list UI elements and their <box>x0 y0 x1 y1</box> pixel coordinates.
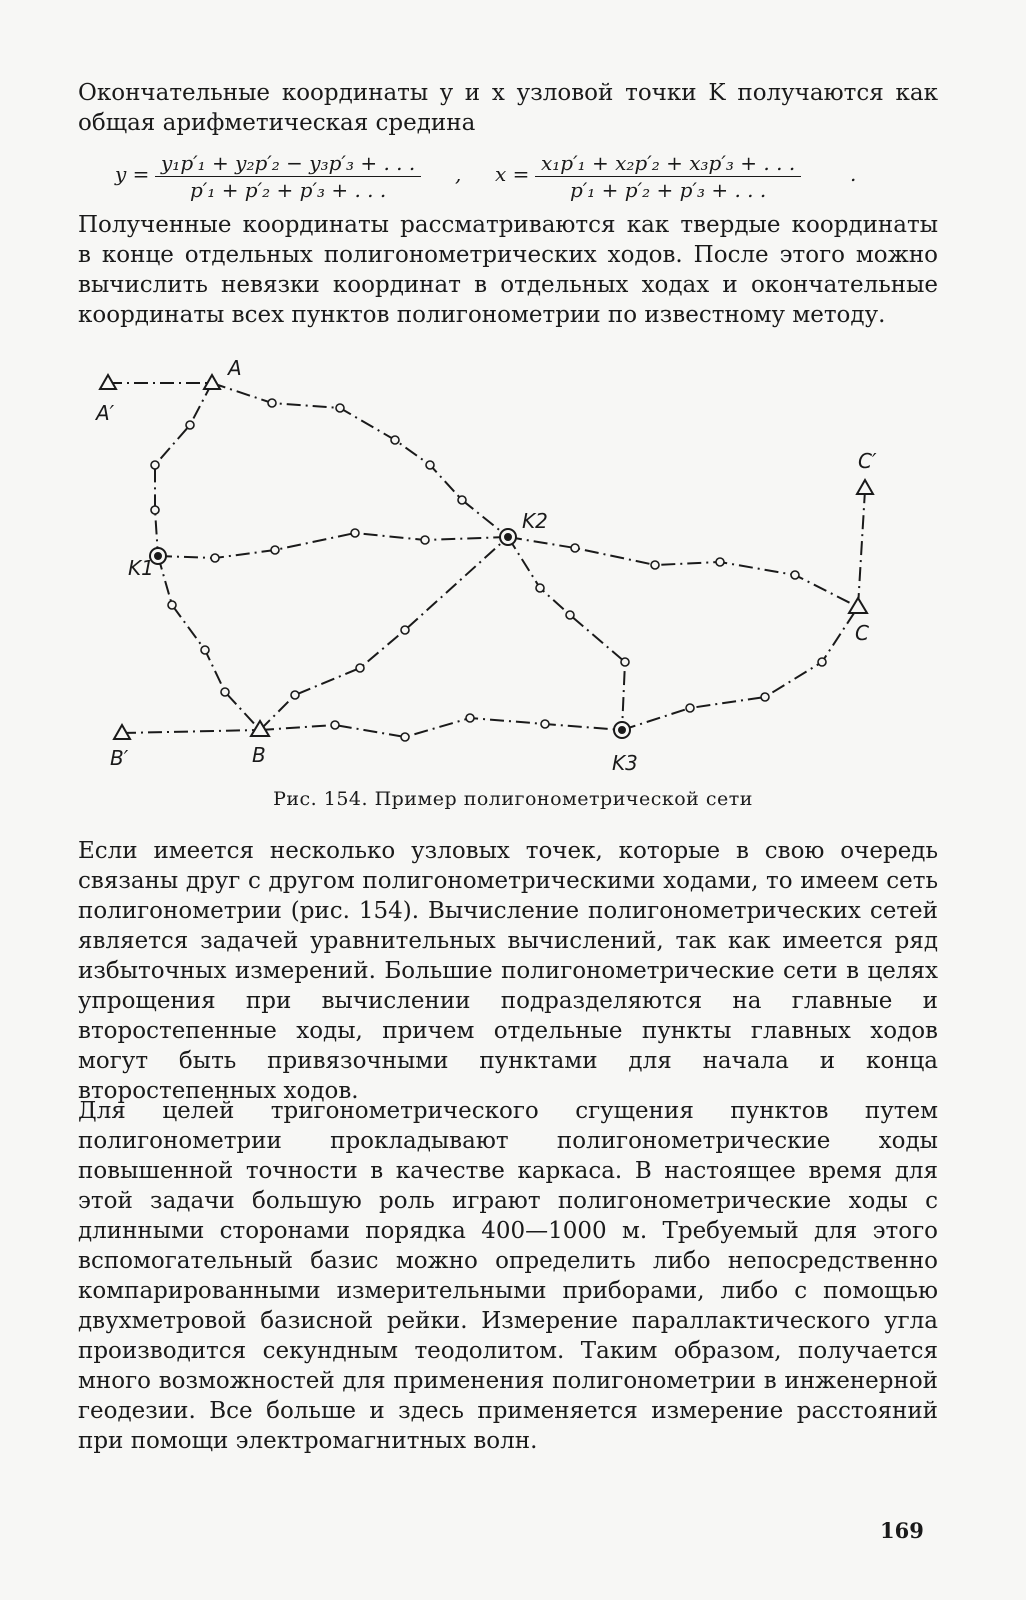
node-k2-icon <box>500 529 516 545</box>
x-fraction <box>535 150 801 203</box>
traverse-c-c-prime <box>858 490 865 607</box>
y-fraction <box>155 150 421 203</box>
label-c: C <box>855 621 869 645</box>
traverse-b-k2 <box>260 537 508 730</box>
intro-paragraph: Окончательные координаты y и x узловой точки K получаются как общая арифметическая средина <box>78 80 938 136</box>
x-lhs: x = <box>495 162 530 186</box>
traverse-k1-b <box>158 556 260 730</box>
traverse-k1-k2 <box>158 533 508 558</box>
label-k3: K3 <box>612 751 638 775</box>
x-denominator: p′₁ + p′₂ + p′₃ + . . . <box>569 178 767 202</box>
y-lhs: y = <box>115 162 150 186</box>
traverse-b-k3 <box>260 718 622 737</box>
traverse-b-prime-b <box>122 730 260 733</box>
label-k1: K1 <box>128 556 154 580</box>
paragraph-2: Если имеется несколько узловых точек, которые в свою очередь связаны друг с другом полигонометрическими ходами, то имеем сеть полигонометрии (рис. 154). Вычисление полигонометрических сетей является задачей уравнительных вычислений, так как имеется ряд избыточных измерений. Большие полигонометрические сети в целях упрощения при вычислении подразделяются на главные и второстепенные ходы, причем отдельные пункты главных ходов могут быть привязочными пунктами для начала и конца второстепенных ходов. <box>78 838 938 1104</box>
point-c-prime-triangle <box>857 480 873 494</box>
label-k2: K2 <box>522 509 548 533</box>
y-numerator: y₁p′₁ + y₂p′₂ − y₃p′₃ + . . . <box>155 150 421 177</box>
traverse-a-k1 <box>155 383 212 556</box>
x-end: . <box>850 162 857 186</box>
traverse-k2-c <box>508 537 858 607</box>
label-a: A <box>228 356 242 380</box>
label-b: B <box>252 743 266 767</box>
polygonometric-network-figure <box>0 340 1026 790</box>
figure-caption: Рис. 154. Пример полигонометрической сети <box>273 788 753 810</box>
traverse-k2-k3 <box>508 537 625 730</box>
page-number: 169 <box>880 1518 924 1543</box>
point-c-triangle <box>849 598 867 613</box>
y-separator: , <box>455 162 462 186</box>
formula-block <box>115 150 895 210</box>
label-c-prime: C′ <box>858 449 877 473</box>
label-a-prime: A′ <box>96 401 115 425</box>
traverse-a-k2 <box>212 383 508 537</box>
y-denominator: p′₁ + p′₂ + p′₃ + . . . <box>189 178 387 202</box>
x-numerator: x₁p′₁ + x₂p′₂ + x₃p′₃ + . . . <box>535 150 801 177</box>
node-k3-icon <box>614 722 630 738</box>
label-b-prime: B′ <box>110 746 129 770</box>
traverse-k3-c <box>622 607 858 730</box>
paragraph-3: Для целей тригонометрического сгущения пунктов путем полигонометрии прокладывают полигонометрические ходы повышенной точности в качестве каркаса. В настоящее время для этой задачи большую роль играют полигонометрические ходы с длинными сторонами порядка 400—1000 м. Требуемый для этого вспомогательный базис можно определить либо непосредственно компарированными измерительными приборами, либо с помощью двухметровой базисной рейки. Измерение параллактического угла производится секундным теодолитом. Таким образом, получается много возможностей для применения полигонометрии в инженерной геодезии. Все больше и здесь применяется измерение расстояний при помощи электромагнитных волн. <box>78 1098 938 1454</box>
paragraph-1: Полученные координаты рассматриваются как твердые координаты в конце отдельных полигонометрических ходов. После этого можно вычислить невязки координат в отдельных ходах и окончательные координаты всех пунктов полигонометрии по известному методу. <box>78 212 938 328</box>
